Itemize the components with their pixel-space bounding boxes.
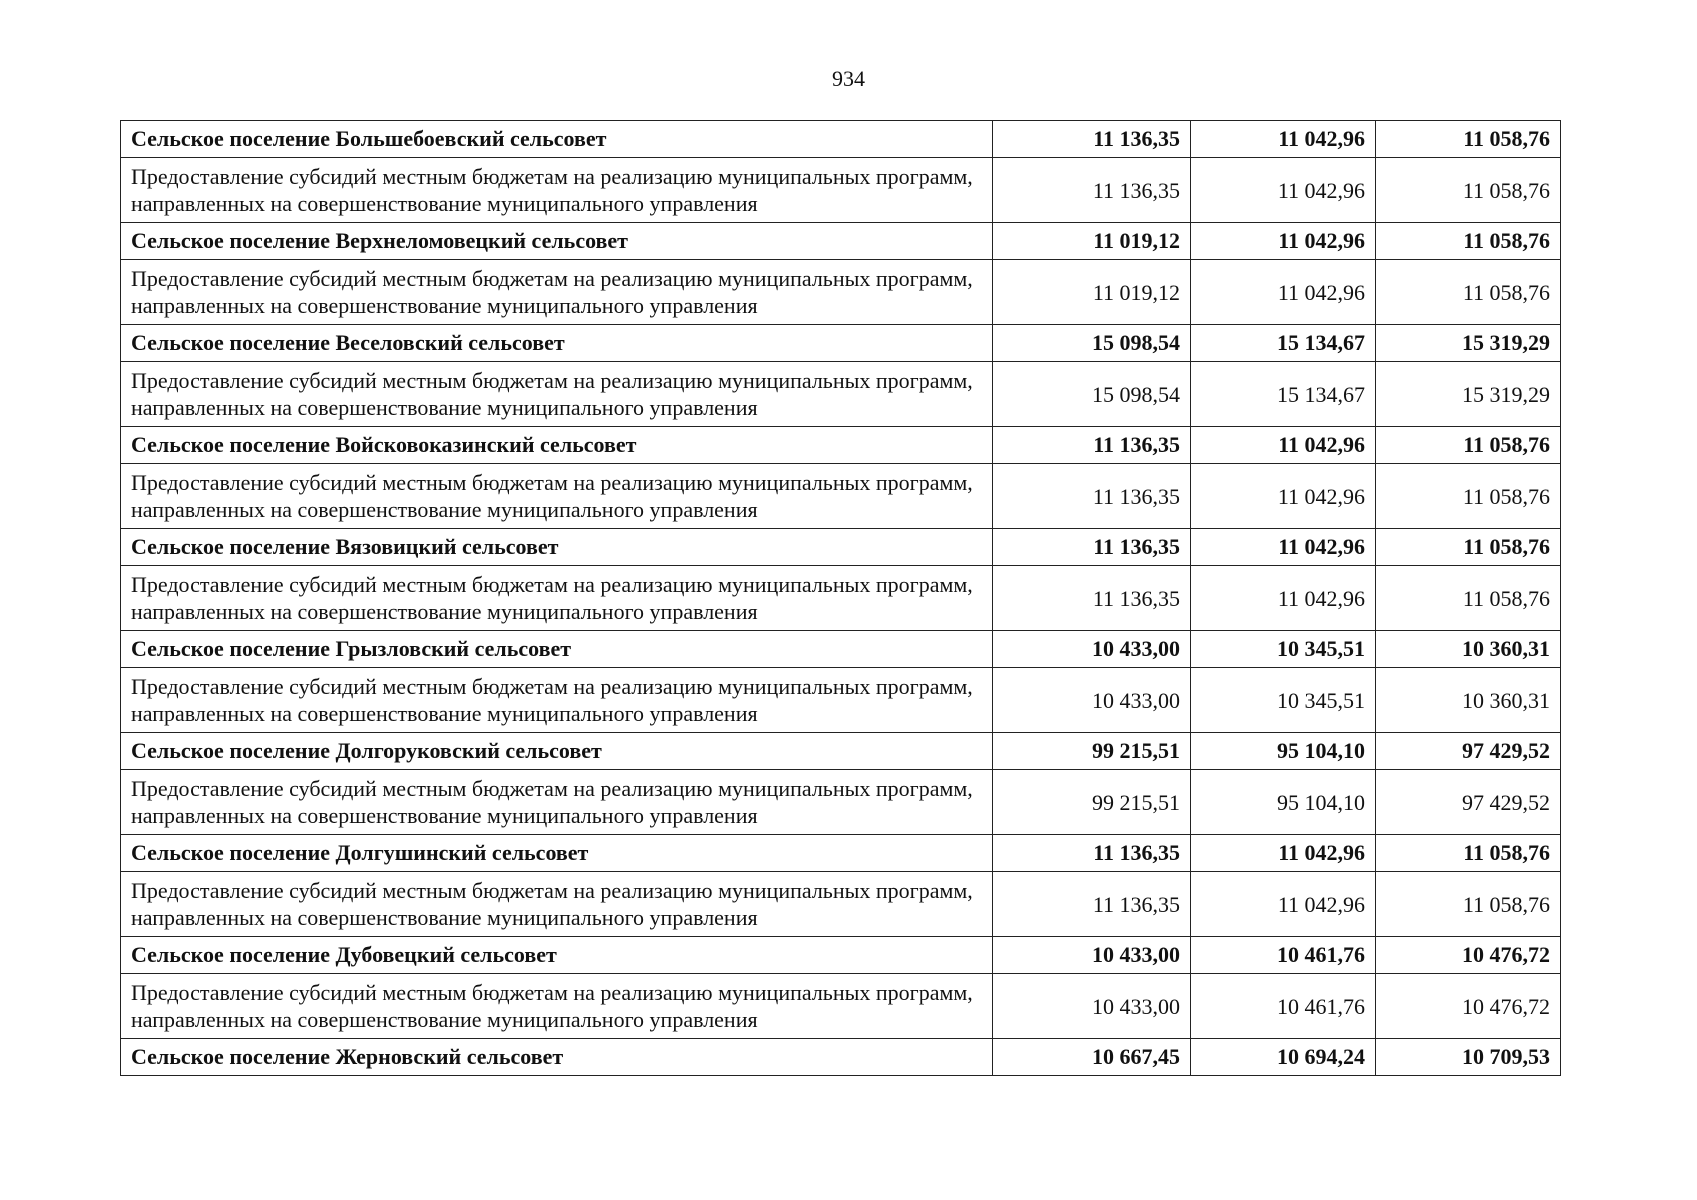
row-value-1: 11 136,35 bbox=[993, 872, 1191, 937]
row-name: Сельское поселение Долгоруковский сельсовет bbox=[121, 733, 993, 770]
row-name: Предоставление субсидий местным бюджетам на реализацию муниципальных программ, направленных на совершенствование муниципального управления bbox=[121, 464, 993, 529]
row-name: Предоставление субсидий местным бюджетам на реализацию муниципальных программ, направленных на совершенствование муниципального управления bbox=[121, 770, 993, 835]
settlement-row bbox=[121, 223, 1561, 260]
row-value-3: 15 319,29 bbox=[1376, 325, 1561, 362]
row-value-2: 10 694,24 bbox=[1191, 1039, 1376, 1076]
subsidy-row bbox=[121, 974, 1561, 1039]
row-value-3: 11 058,76 bbox=[1376, 529, 1561, 566]
row-value-3: 11 058,76 bbox=[1376, 464, 1561, 529]
row-name: Сельское поселение Вязовицкий сельсовет bbox=[121, 529, 993, 566]
row-value-2: 11 042,96 bbox=[1191, 158, 1376, 223]
subsidy-row bbox=[121, 872, 1561, 937]
row-value-3: 15 319,29 bbox=[1376, 362, 1561, 427]
row-name: Предоставление субсидий местным бюджетам на реализацию муниципальных программ, направленных на совершенствование муниципального управления bbox=[121, 158, 993, 223]
row-value-3: 11 058,76 bbox=[1376, 121, 1561, 158]
row-name: Сельское поселение Долгушинский сельсовет bbox=[121, 835, 993, 872]
subsidy-row bbox=[121, 566, 1561, 631]
row-value-1: 11 136,35 bbox=[993, 529, 1191, 566]
row-value-2: 11 042,96 bbox=[1191, 260, 1376, 325]
subsidy-row bbox=[121, 770, 1561, 835]
row-value-1: 11 136,35 bbox=[993, 464, 1191, 529]
row-value-3: 11 058,76 bbox=[1376, 872, 1561, 937]
page-number: 934 bbox=[832, 66, 865, 91]
row-name: Сельское поселение Дубовецкий сельсовет bbox=[121, 937, 993, 974]
row-value-2: 11 042,96 bbox=[1191, 835, 1376, 872]
row-value-3: 11 058,76 bbox=[1376, 566, 1561, 631]
row-value-2: 11 042,96 bbox=[1191, 872, 1376, 937]
row-value-3: 11 058,76 bbox=[1376, 427, 1561, 464]
row-value-1: 10 433,00 bbox=[993, 974, 1191, 1039]
row-name: Предоставление субсидий местным бюджетам на реализацию муниципальных программ, направленных на совершенствование муниципального управления bbox=[121, 260, 993, 325]
row-value-1: 11 136,35 bbox=[993, 835, 1191, 872]
row-value-3: 10 476,72 bbox=[1376, 937, 1561, 974]
row-value-2: 10 345,51 bbox=[1191, 631, 1376, 668]
row-value-2: 15 134,67 bbox=[1191, 325, 1376, 362]
row-value-1: 10 433,00 bbox=[993, 937, 1191, 974]
settlement-row bbox=[121, 835, 1561, 872]
row-value-2: 11 042,96 bbox=[1191, 529, 1376, 566]
row-value-1: 11 019,12 bbox=[993, 223, 1191, 260]
row-value-2: 10 461,76 bbox=[1191, 974, 1376, 1039]
row-value-3: 11 058,76 bbox=[1376, 835, 1561, 872]
row-value-1: 99 215,51 bbox=[993, 733, 1191, 770]
row-value-1: 11 136,35 bbox=[993, 566, 1191, 631]
row-value-1: 11 136,35 bbox=[993, 121, 1191, 158]
row-value-2: 15 134,67 bbox=[1191, 362, 1376, 427]
settlement-row bbox=[121, 427, 1561, 464]
row-value-2: 95 104,10 bbox=[1191, 770, 1376, 835]
subsidy-row bbox=[121, 260, 1561, 325]
row-value-1: 10 433,00 bbox=[993, 668, 1191, 733]
row-value-3: 97 429,52 bbox=[1376, 770, 1561, 835]
settlement-row bbox=[121, 529, 1561, 566]
row-value-3: 10 360,31 bbox=[1376, 631, 1561, 668]
row-value-2: 11 042,96 bbox=[1191, 464, 1376, 529]
settlement-row bbox=[121, 937, 1561, 974]
row-name: Сельское поселение Грызловский сельсовет bbox=[121, 631, 993, 668]
row-value-3: 11 058,76 bbox=[1376, 158, 1561, 223]
row-value-3: 11 058,76 bbox=[1376, 260, 1561, 325]
row-value-1: 15 098,54 bbox=[993, 362, 1191, 427]
row-value-3: 10 709,53 bbox=[1376, 1039, 1561, 1076]
subsidy-row bbox=[121, 668, 1561, 733]
row-value-1: 10 433,00 bbox=[993, 631, 1191, 668]
row-value-1: 11 136,35 bbox=[993, 427, 1191, 464]
row-name: Сельское поселение Веселовский сельсовет bbox=[121, 325, 993, 362]
row-name: Сельское поселение Войсковоказинский сельсовет bbox=[121, 427, 993, 464]
subsidy-row bbox=[121, 362, 1561, 427]
settlement-row bbox=[121, 325, 1561, 362]
row-value-2: 95 104,10 bbox=[1191, 733, 1376, 770]
settlement-row bbox=[121, 1039, 1561, 1076]
row-name: Сельское поселение Большебоевский сельсовет bbox=[121, 121, 993, 158]
table-body bbox=[121, 121, 1561, 1076]
row-name: Предоставление субсидий местным бюджетам на реализацию муниципальных программ, направленных на совершенствование муниципального управления bbox=[121, 872, 993, 937]
budget-table bbox=[120, 120, 1561, 1076]
row-value-2: 11 042,96 bbox=[1191, 121, 1376, 158]
row-name: Предоставление субсидий местным бюджетам на реализацию муниципальных программ, направленных на совершенствование муниципального управления bbox=[121, 362, 993, 427]
row-value-1: 11 019,12 bbox=[993, 260, 1191, 325]
row-value-1: 15 098,54 bbox=[993, 325, 1191, 362]
row-name: Предоставление субсидий местным бюджетам на реализацию муниципальных программ, направленных на совершенствование муниципального управления bbox=[121, 974, 993, 1039]
row-name: Сельское поселение Верхнеломовецкий сельсовет bbox=[121, 223, 993, 260]
row-value-2: 11 042,96 bbox=[1191, 223, 1376, 260]
row-value-1: 10 667,45 bbox=[993, 1039, 1191, 1076]
row-value-1: 99 215,51 bbox=[993, 770, 1191, 835]
row-name: Предоставление субсидий местным бюджетам на реализацию муниципальных программ, направленных на совершенствование муниципального управления bbox=[121, 566, 993, 631]
row-name: Сельское поселение Жерновский сельсовет bbox=[121, 1039, 993, 1076]
settlement-row bbox=[121, 733, 1561, 770]
row-value-3: 97 429,52 bbox=[1376, 733, 1561, 770]
row-name: Предоставление субсидий местным бюджетам на реализацию муниципальных программ, направленных на совершенствование муниципального управления bbox=[121, 668, 993, 733]
row-value-2: 11 042,96 bbox=[1191, 427, 1376, 464]
subsidy-row bbox=[121, 158, 1561, 223]
subsidy-row bbox=[121, 464, 1561, 529]
row-value-2: 10 345,51 bbox=[1191, 668, 1376, 733]
row-value-3: 10 476,72 bbox=[1376, 974, 1561, 1039]
settlement-row bbox=[121, 121, 1561, 158]
row-value-2: 10 461,76 bbox=[1191, 937, 1376, 974]
row-value-3: 11 058,76 bbox=[1376, 223, 1561, 260]
row-value-3: 10 360,31 bbox=[1376, 668, 1561, 733]
settlement-row bbox=[121, 631, 1561, 668]
row-value-2: 11 042,96 bbox=[1191, 566, 1376, 631]
row-value-1: 11 136,35 bbox=[993, 158, 1191, 223]
